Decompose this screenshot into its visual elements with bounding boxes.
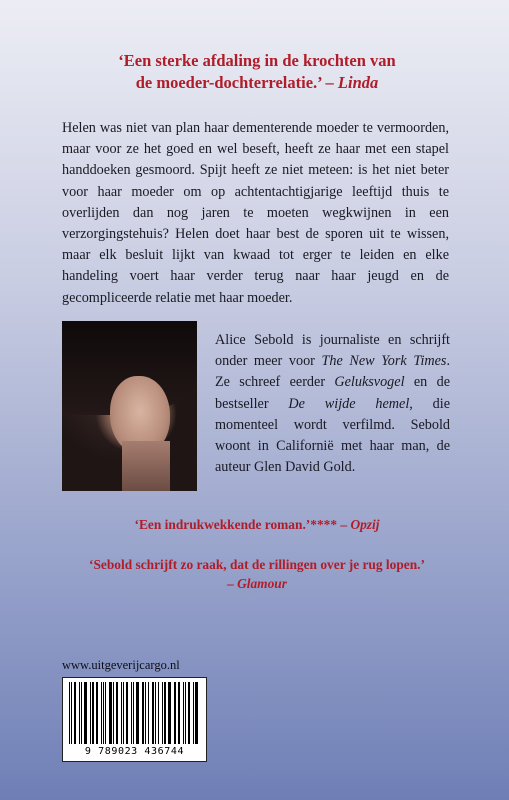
top-quote bbox=[62, 50, 452, 94]
barcode-bars bbox=[69, 682, 200, 744]
book-blurb: Helen was niet van plan haar dementerende moeder te vermoorden, maar voor ze het goed en wel beseft, heeft ze haar met een stapel handdoeken gesmoord. Spijt heeft ze niet meteen: is het niet beter voor haar moeder om op achtentachtigjarige leeftijd thuis te overlijden dan nog jaren te moeten wegkwijnen in een verzorgingstehuis? Helen doet haar best de sporen uit te wissen, maar elk besluit lijkt van kwaad tot erger te leiden en elke handeling voert haar verder terug naar haar jeugd en de gecompliceerde relatie met haar moeder. bbox=[62, 120, 449, 306]
review-opzij: ‘Een indrukwekkende roman.’**** – Opzij bbox=[134, 517, 380, 532]
review-source: Glamour bbox=[237, 576, 287, 591]
author-photo bbox=[62, 321, 197, 491]
top-quote-line1: ‘Een sterke afdaling in de krochten van bbox=[118, 51, 396, 70]
publisher-website: www.uitgeverijcargo.nl bbox=[62, 658, 180, 672]
review-glamour: ‘Sebold schrijft zo raak, dat de rillingen over je rug lopen.’ – Glamour bbox=[89, 557, 425, 591]
isbn-number: 9 789023 436744 bbox=[84, 746, 185, 757]
author-bio: Alice Sebold is journaliste en schrijft onder meer voor The New York Times. Ze schreef eerder Geluksvogel en de bestseller De wijde hemel, die momenteel wordt verfilmd. Sebold woont in Californië met haar man, de auteur Glen David Gold. bbox=[215, 332, 450, 476]
title-de-wijde-hemel: De wijde hemel bbox=[288, 395, 410, 412]
isbn-barcode bbox=[62, 677, 207, 762]
top-quote-source: Linda bbox=[337, 73, 379, 92]
title-nyt: The New York Times bbox=[321, 353, 447, 370]
title-geluksvogel: Geluksvogel bbox=[334, 374, 405, 391]
review-source: Opzij bbox=[350, 517, 380, 532]
top-quote-line2: de moeder-dochterrelatie.’ – bbox=[135, 73, 338, 92]
